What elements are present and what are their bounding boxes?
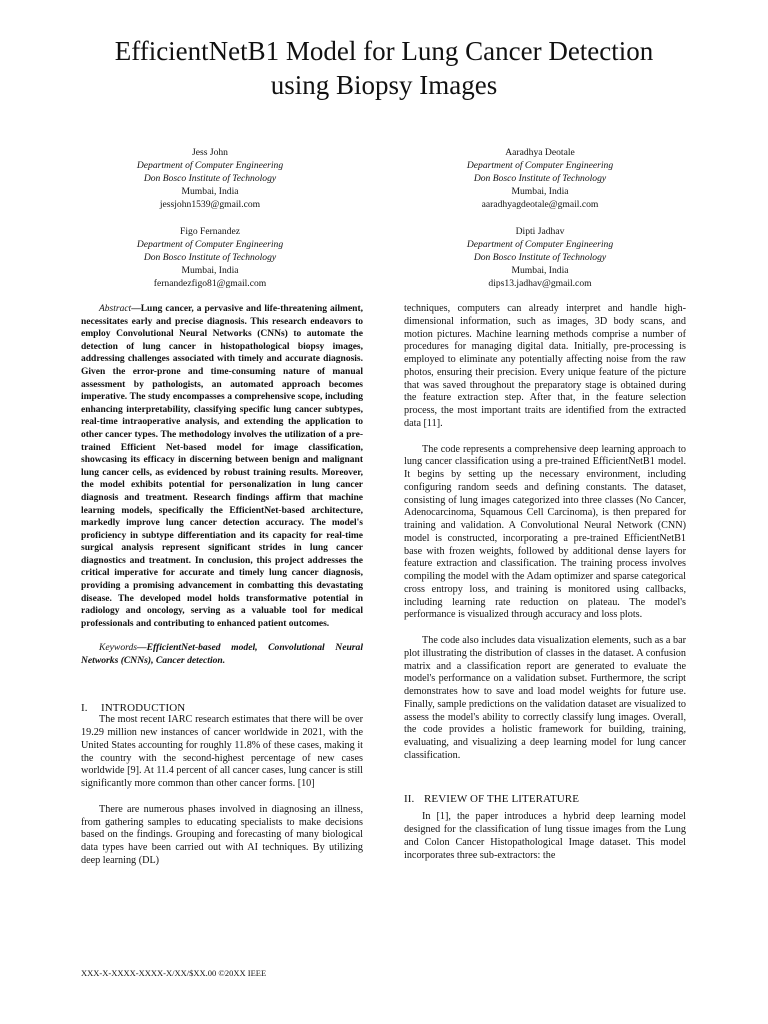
author-institution: Don Bosco Institute of Technology bbox=[143, 173, 277, 184]
left-column bbox=[81, 303, 363, 868]
section-number: I. bbox=[81, 701, 88, 714]
author-city: Mumbai, India bbox=[181, 186, 239, 197]
author-department: Department of Computer Engineering bbox=[136, 239, 284, 250]
author-city: Mumbai, India bbox=[511, 186, 569, 197]
right-column bbox=[404, 303, 686, 862]
author-block-4 bbox=[390, 225, 690, 290]
intro-paragraph-code: The code represents a comprehensive deep learning approach to lung cancer classification using a pre-trained EfficientNetB1 model. It begins by setting up the necessary environment, including configuring random seeds and defining constants. The dataset, consisting of lung images categorized into three classes (No Cancer, Adenocarcinoma, Squamous Cell Carcinoma), is then prepared for training and validation. A Convolutional Neural Network (CNN) model is constructed, incorporating a pre-trained EfficientNetB1 base with frozen weights, followed by additional dense layers for feature extraction and classification. The training process involves compiling the model with the Adam optimizer and sparse categorical cross entropy loss, and training is monitored using callbacks, including learning rate reduction on plateau. The model's performance is visualized through accuracy and loss plots. bbox=[404, 443, 686, 621]
author-block-3 bbox=[60, 225, 360, 290]
author-block-1 bbox=[60, 146, 360, 211]
author-name: Dipti Jadhav bbox=[515, 226, 565, 237]
author-institution: Don Bosco Institute of Technology bbox=[473, 173, 607, 184]
intro-paragraph-1: The most recent IARC research estimates that there will be over 19.29 million new instances of cancer worldwide in 2021, with the United States accounting for roughly 11.8% of these cases, making it the country with the second-highest percentage of new cases worldwide [9]. At 11.4 percent of all cancer cases, lung cancer is still significantly more common than other cancer forms. [10] bbox=[81, 714, 363, 790]
author-name: Figo Fernandez bbox=[180, 226, 240, 237]
abstract-lead: Abstract bbox=[99, 304, 132, 314]
author-name: Aaradhya Deotale bbox=[505, 147, 575, 158]
author-email: aaradhyagdeotale@gmail.com bbox=[481, 199, 599, 210]
intro-paragraph-visualization: The code also includes data visualization elements, such as a bar plot illustrating the distribution of classes in the dataset. A confusion matrix and a classification report are generated to evaluate the model's performance on a validation subset. Furthermore, the script demonstrates how to save and load model weights for future use. Finally, sample predictions on the validation dataset are visualized to assess the model's ability to correctly classify lung images. Overall, the code provides a holistic framework for building, training, evaluating, and visualizing a deep learning model for lung cancer classification. bbox=[404, 635, 686, 761]
author-department: Department of Computer Engineering bbox=[466, 239, 614, 250]
author-email: fernandezfigo81@gmail.com bbox=[153, 278, 267, 289]
section-title: REVIEW OF THE LITERATURE bbox=[424, 792, 580, 805]
keywords-text: —EfficientNet-based model, Convolutional Neural Networks (CNNs), Cancer detection. bbox=[81, 642, 363, 667]
section-heading-introduction bbox=[81, 702, 363, 715]
intro-continued-paragraph: techniques, computers can already interpret and handle high-dimensional information, such as images, 3D body scans, and motion pictures. Machine learning methods comprise a number of procedures for managing digital data. Initially, pre-processing is employed to eliminate any potentially affecting noise from the raw photos, ensuring their precision. Every unique feature of the picture that was saved throughout the preparatory stage is obtained during the feature extraction step. After that, in the feature selection process, the most important traits are identified from the extracted data [11]. bbox=[404, 303, 686, 429]
section-title: INTRODUCTION bbox=[101, 701, 186, 714]
keywords-lead: Keywords bbox=[99, 642, 138, 654]
title-line-2: using Biopsy Images bbox=[270, 70, 498, 100]
author-email: jessjohn1539@gmail.com bbox=[159, 199, 261, 210]
copyright-footer: XXX-X-XXXX-XXXX-X/XX/$XX.00 ©20XX IEEE bbox=[81, 968, 267, 978]
paper-title bbox=[60, 34, 708, 102]
section-heading-review bbox=[404, 793, 686, 806]
author-institution: Don Bosco Institute of Technology bbox=[473, 252, 607, 263]
author-institution: Don Bosco Institute of Technology bbox=[143, 252, 277, 263]
author-department: Department of Computer Engineering bbox=[466, 160, 614, 171]
section-number: II. bbox=[404, 792, 415, 805]
keywords bbox=[81, 642, 363, 667]
author-block-2 bbox=[390, 146, 690, 211]
author-email: dips13.jadhav@gmail.com bbox=[488, 278, 592, 289]
intro-paragraph-2: There are numerous phases involved in diagnosing an illness, from gathering samples to educating specialists to make decisions based on the findings. Grouping and forecasting of many biological data types have been carried out with AI techniques. By utilizing deep learning (DL) bbox=[81, 803, 363, 866]
abstract-text: —Lung cancer, a pervasive and life-threatening ailment, necessitates early and precise diagnosis. This research endeavors to employ Convolutional Neural Networks (CNNs) to automate the detection of lung cancer in histopathological biopsy images, addressing challenges associated with timely and accurate diagnosis. Given the error-prone and time-consuming nature of manual assessment by pathologists, an automated approach becomes imperative. The study encompasses a comprehensive scope, including enhancing interpretability, classifying specific lung cancer subtypes, real-time intraoperative analysis, and extending the application to other cancer types. The methodology involves the utilization of a pre-trained Efficient Net-based model for image classification, showcasing its efficacy in discerning between benign and malignant lung cancer cells, as evidenced by robust training results. Moreover, the model exhibits potential for personalization in lung cancer diagnosis and treatment. Research findings affirm that machine learning models, specifically the EfficientNet-based architecture, markedly improve lung cancer detection accuracy. The model's proficiency in subtype differentiation and its capacity for real-time surgical analysis represent significant strides in lung cancer diagnostics and treatment. In conclusion, this project addresses the critical imperative for accurate and timely lung cancer diagnosis, providing a promising advancement in combatting this devastating disease. The developed model holds transformative potential in radiology and oncology, serving as a valuable tool for medical professionals and contributing to enhanced patient outcomes. bbox=[81, 304, 363, 629]
abstract bbox=[81, 303, 363, 630]
author-name: Jess John bbox=[192, 147, 228, 158]
review-paragraph-1: In [1], the paper introduces a hybrid deep learning model designed for the classification of lung tissue images from the Lung and Colon Cancer Histopathological Image dataset. This model incorporates three sub-extractors: the bbox=[404, 811, 686, 861]
title-line-1: EfficientNetB1 Model for Lung Cancer Detection bbox=[114, 36, 654, 66]
author-department: Department of Computer Engineering bbox=[136, 160, 284, 171]
author-city: Mumbai, India bbox=[511, 265, 569, 276]
author-city: Mumbai, India bbox=[181, 265, 239, 276]
